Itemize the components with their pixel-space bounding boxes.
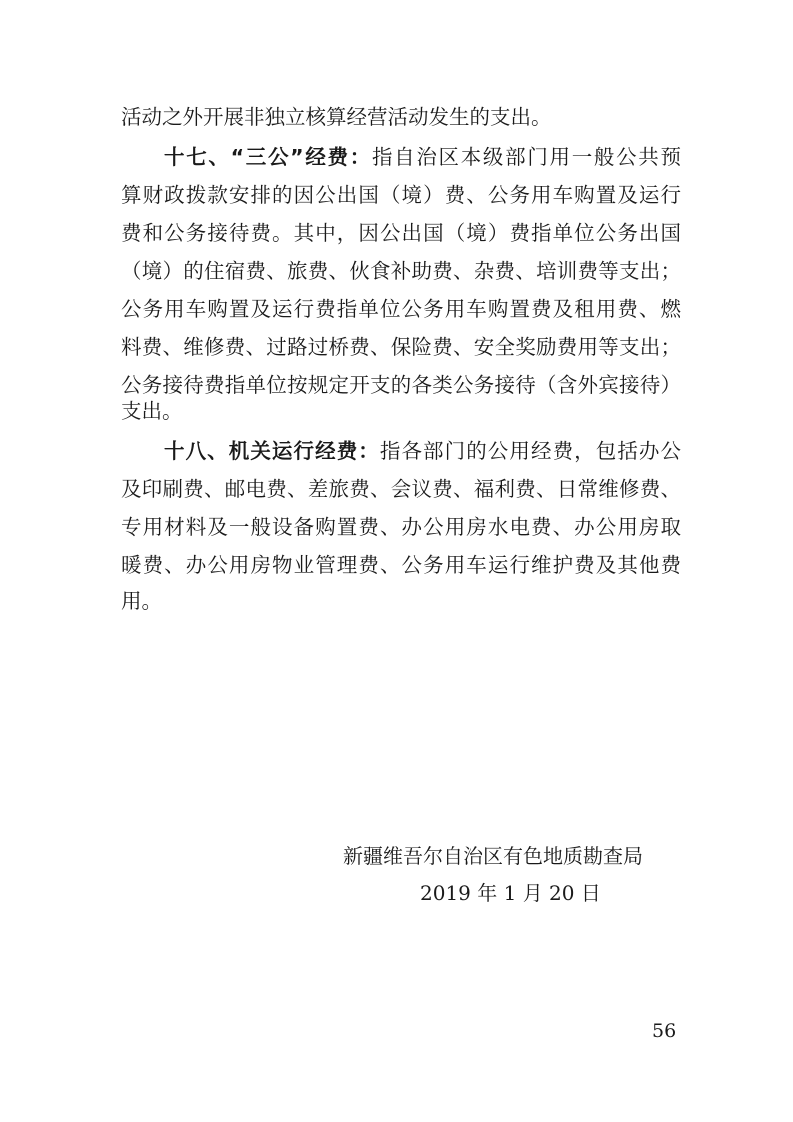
paragraph-line: 及印刷费、邮电费、差旅费、会议费、福利费、日常维修费、: [121, 477, 681, 501]
paragraph-line: 支出。: [121, 399, 183, 423]
paragraph-line: 活动之外开展非独立核算经营活动发生的支出。: [121, 105, 552, 129]
section-17-heading: 十七、“三公”经费：: [164, 145, 372, 169]
paragraph-line: 料费、维修费、过路过桥费、保险费、安全奖励费用等支出；: [121, 335, 681, 359]
paragraph-line: 暖费、办公用房物业管理费、公务用车运行维护费及其他费: [121, 553, 681, 577]
paragraph-line: 用。: [121, 589, 162, 613]
section-18-text: 指各部门的公用经费，包括办公: [379, 439, 682, 463]
section-18-heading: 十八、机关运行经费：: [164, 439, 380, 463]
paragraph-line: （境）的住宿费、旅费、伙食补助费、杂费、培训费等支出；: [121, 259, 681, 283]
paragraph-line: 专用材料及一般设备购置费、办公用房水电费、办公用房取: [121, 515, 681, 539]
page-number: 56: [652, 1020, 677, 1042]
paragraph-line: 公务接待费指单位按规定开支的各类公务接待（含外宾接待）: [121, 373, 681, 397]
signature-organization: 新疆维吾尔自治区有色地质勘查局: [343, 844, 643, 868]
section-17-first-line: [164, 142, 681, 172]
paragraph-line: 公务用车购置及运行费指单位公务用车购置费及租用费、燃: [121, 297, 681, 321]
paragraph-line: 费和公务接待费。其中，因公出国（境）费指单位公务出国: [121, 221, 681, 245]
section-17-text: 指自治区本级部门用一般公共预: [371, 145, 682, 169]
signature-date: 2019 年 1 月 20 日: [420, 881, 601, 905]
paragraph-line: 算财政拨款安排的因公出国（境）费、公务用车购置及运行: [121, 183, 681, 207]
section-18-first-line: [164, 436, 681, 466]
